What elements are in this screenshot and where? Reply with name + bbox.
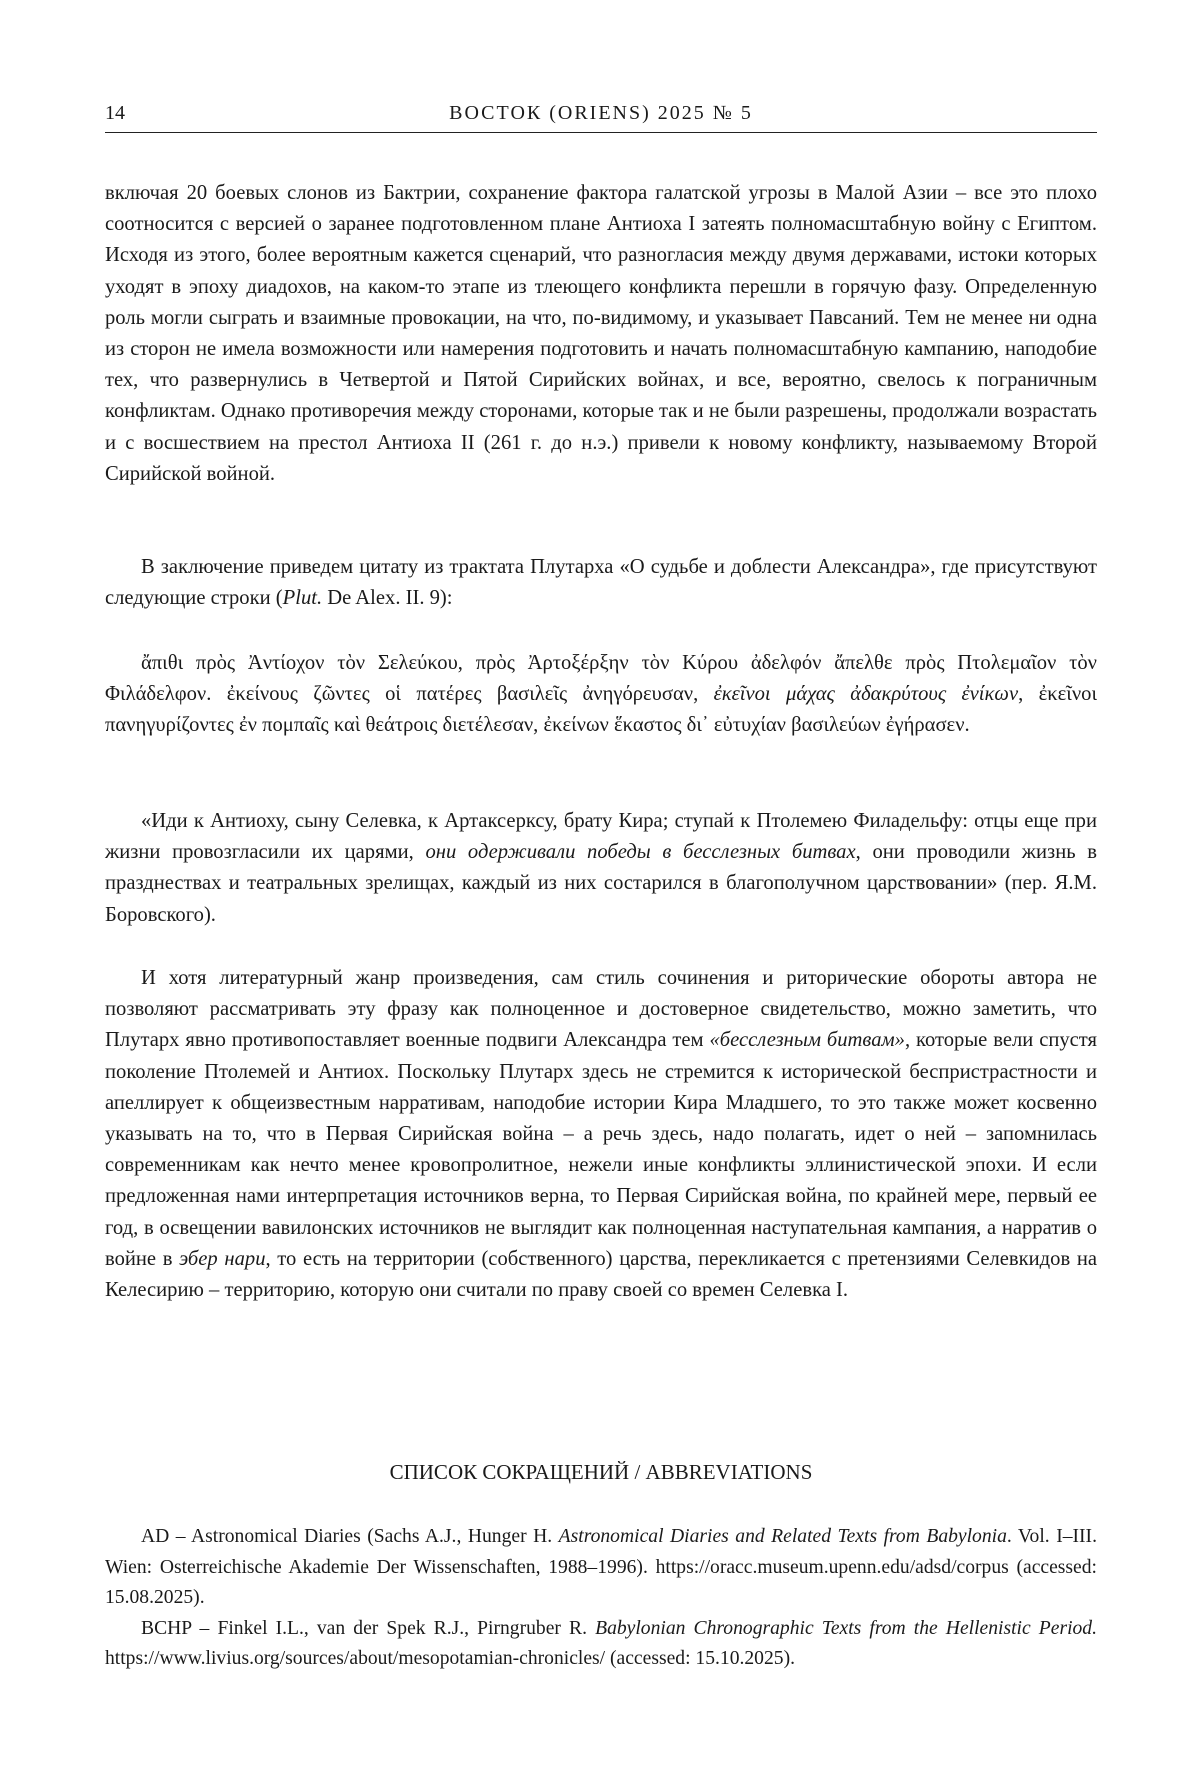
text: AD – Astronomical Diaries (Sachs A.J., Hunger H. [141, 1526, 559, 1547]
greek-quotation [105, 648, 1097, 742]
emphasis: «бесслезным битвам» [709, 1029, 905, 1051]
citation-author: Plut. [283, 587, 322, 609]
text: , которые вели спустя поколение Птолемей и Антиох. Поскольку Плутарх здесь не стремится к исторической беспристрастности и апеллирует к общеизвестным нарративам, наподобие истории Кира Младшего, то это также может косвенно указывать на то, что в Первая Сирийская война – а речь здесь, надо полагать, идет о ней – запомнилась современникам как нечто менее кровопролитное, нежели иные конфликты эллинистической эпохи. И если предложенная нами интерпретация источников верна, то Первая Сирийская война, по крайней мере, первый ее год, в освещении вавилонских источников не выглядит как полноценная наступательная кампания, а нарратив о войне в [105, 1029, 1097, 1269]
abbreviations-list [105, 1522, 1097, 1675]
emphasis: эбер нари [179, 1248, 265, 1270]
book-title: Babylonian Chronographic Texts from the Hellenistic Period. [595, 1618, 1097, 1639]
journal-title: ВОСТОК (ORIENS) 2025 № 5 [105, 102, 1097, 125]
russian-translation [105, 806, 1097, 931]
paragraph-text: включая 20 боевых слонов из Бактрии, сохранение фактора галатской угрозы в Малой Азии – все это плохо соотносится с версией о заранее подготовленном плане Антиоха I затеять полномасштабную войну с Египтом. Исходя из этого, более вероятным кажется сценарий, что разногласия между двумя державами, истоки которых уходят в эпоху диадохов, на каком-то этапе из тлеющего конфликта перешли в горячую фазу. Определенную роль могли сыграть и взаимные провокации, на что, по-видимому, и указывает Павсаний. Тем не менее ни одна из сторон не имела возможности или намерения подготовить и начать полномасштабную кампанию, наподобие тех, что развернулись в Четвертой и Пятой Сирийских войнах, и все, вероятно, свелось к пограничным конфликтам. Однако противоречия между сторонами, которые так и не были разрешены, продолжали возрастать и с восшествием на престол Антиоха II (261 г. до н.э.) привели к новому конфликту, называемому Второй Сирийской войной. [105, 178, 1097, 490]
text: https://www.livius.org/sources/about/mesopotamian-chronicles/ (accessed: 15.10.2025). [105, 1648, 795, 1669]
text: , ἐκεῖνοι πανηγυρίζοντες ἐν πομπαῖς καὶ θεάτροις διετέλεσαν, ἐκείνων ἕκαστος δι᾽ εὐτυχίαν βασιλεύων ἐγήρασεν. [105, 683, 1097, 736]
text: В заключение приведем цитату из трактата Плутарха «О судьбе и доблести Александра», где присутствуют следующие строки ( [105, 556, 1097, 609]
running-header [105, 100, 1097, 133]
text: ἄπιθι πρὸς Ἀντίοχον τὸν Σελεύκου, πρὸς Ἀρτοξέρξην τὸν Κύρου ἀδελφόν ἄπελθε πρὸς Πτολεμαῖον τὸν Φιλάδελφον. ἐκείνους ζῶντες οἱ πατέρες βασιλεῖς ἀνηγόρευσαν, [105, 652, 1097, 705]
emphasis: ἐκεῖνοι μάχας ἀδακρύτους ἐνίκων [714, 683, 1019, 705]
text: , то есть на территории (собственного) царства, перекликается с претензиями Селевкидов на Келесирию – территорию, которую они считали по праву своей со времен Селевка I. [105, 1248, 1097, 1301]
book-title: Astronomical Diaries and Related Texts from Babylonia [559, 1526, 1007, 1547]
text: De Alex. II. 9): [322, 587, 452, 609]
emphasis: они одерживали победы в бесслезных битвах [425, 841, 855, 863]
text: BCHP – Finkel I.L., van der Spek R.J., Pirngruber R. [141, 1618, 595, 1639]
body-paragraph-1 [105, 178, 1097, 490]
text: И хотя литературный жанр произведения, сам стиль сочинения и риторические обороты автора не позволяют рассматривать эту фразу как полноценное и достоверное свидетельство, можно заметить, что Плутарх явно противопоставляет военные подвиги Александра тем [105, 967, 1097, 1051]
abbreviation-entry-ad [105, 1522, 1097, 1614]
text: . Vol. I–III. Wien: Osterreichische Akademie Der Wissenschaften, 1988–1996). https://oracc.museum.upenn.edu/adsd/corpus (accessed: 15.08.2025). [105, 1526, 1097, 1608]
abbreviations-heading: СПИСОК СОКРАЩЕНИЙ / ABBREVIATIONS [105, 1460, 1097, 1485]
abbreviation-entry-bchp [105, 1614, 1097, 1675]
body-paragraph-3 [105, 963, 1097, 1306]
body-paragraph-2 [105, 552, 1097, 614]
page-number: 14 [105, 102, 125, 125]
text: «Иди к Антиоху, сыну Селевка, к Артаксерксу, брату Кира; ступай к Птолемею Филадельфу: отцы еще при жизни провозгласили их царями, [105, 810, 1097, 863]
text: , они проводили жизнь в празднествах и театральных зрелищах, каждый из них состарился в благополучном царствовании» (пер. Я.М. Боровского). [105, 841, 1097, 925]
